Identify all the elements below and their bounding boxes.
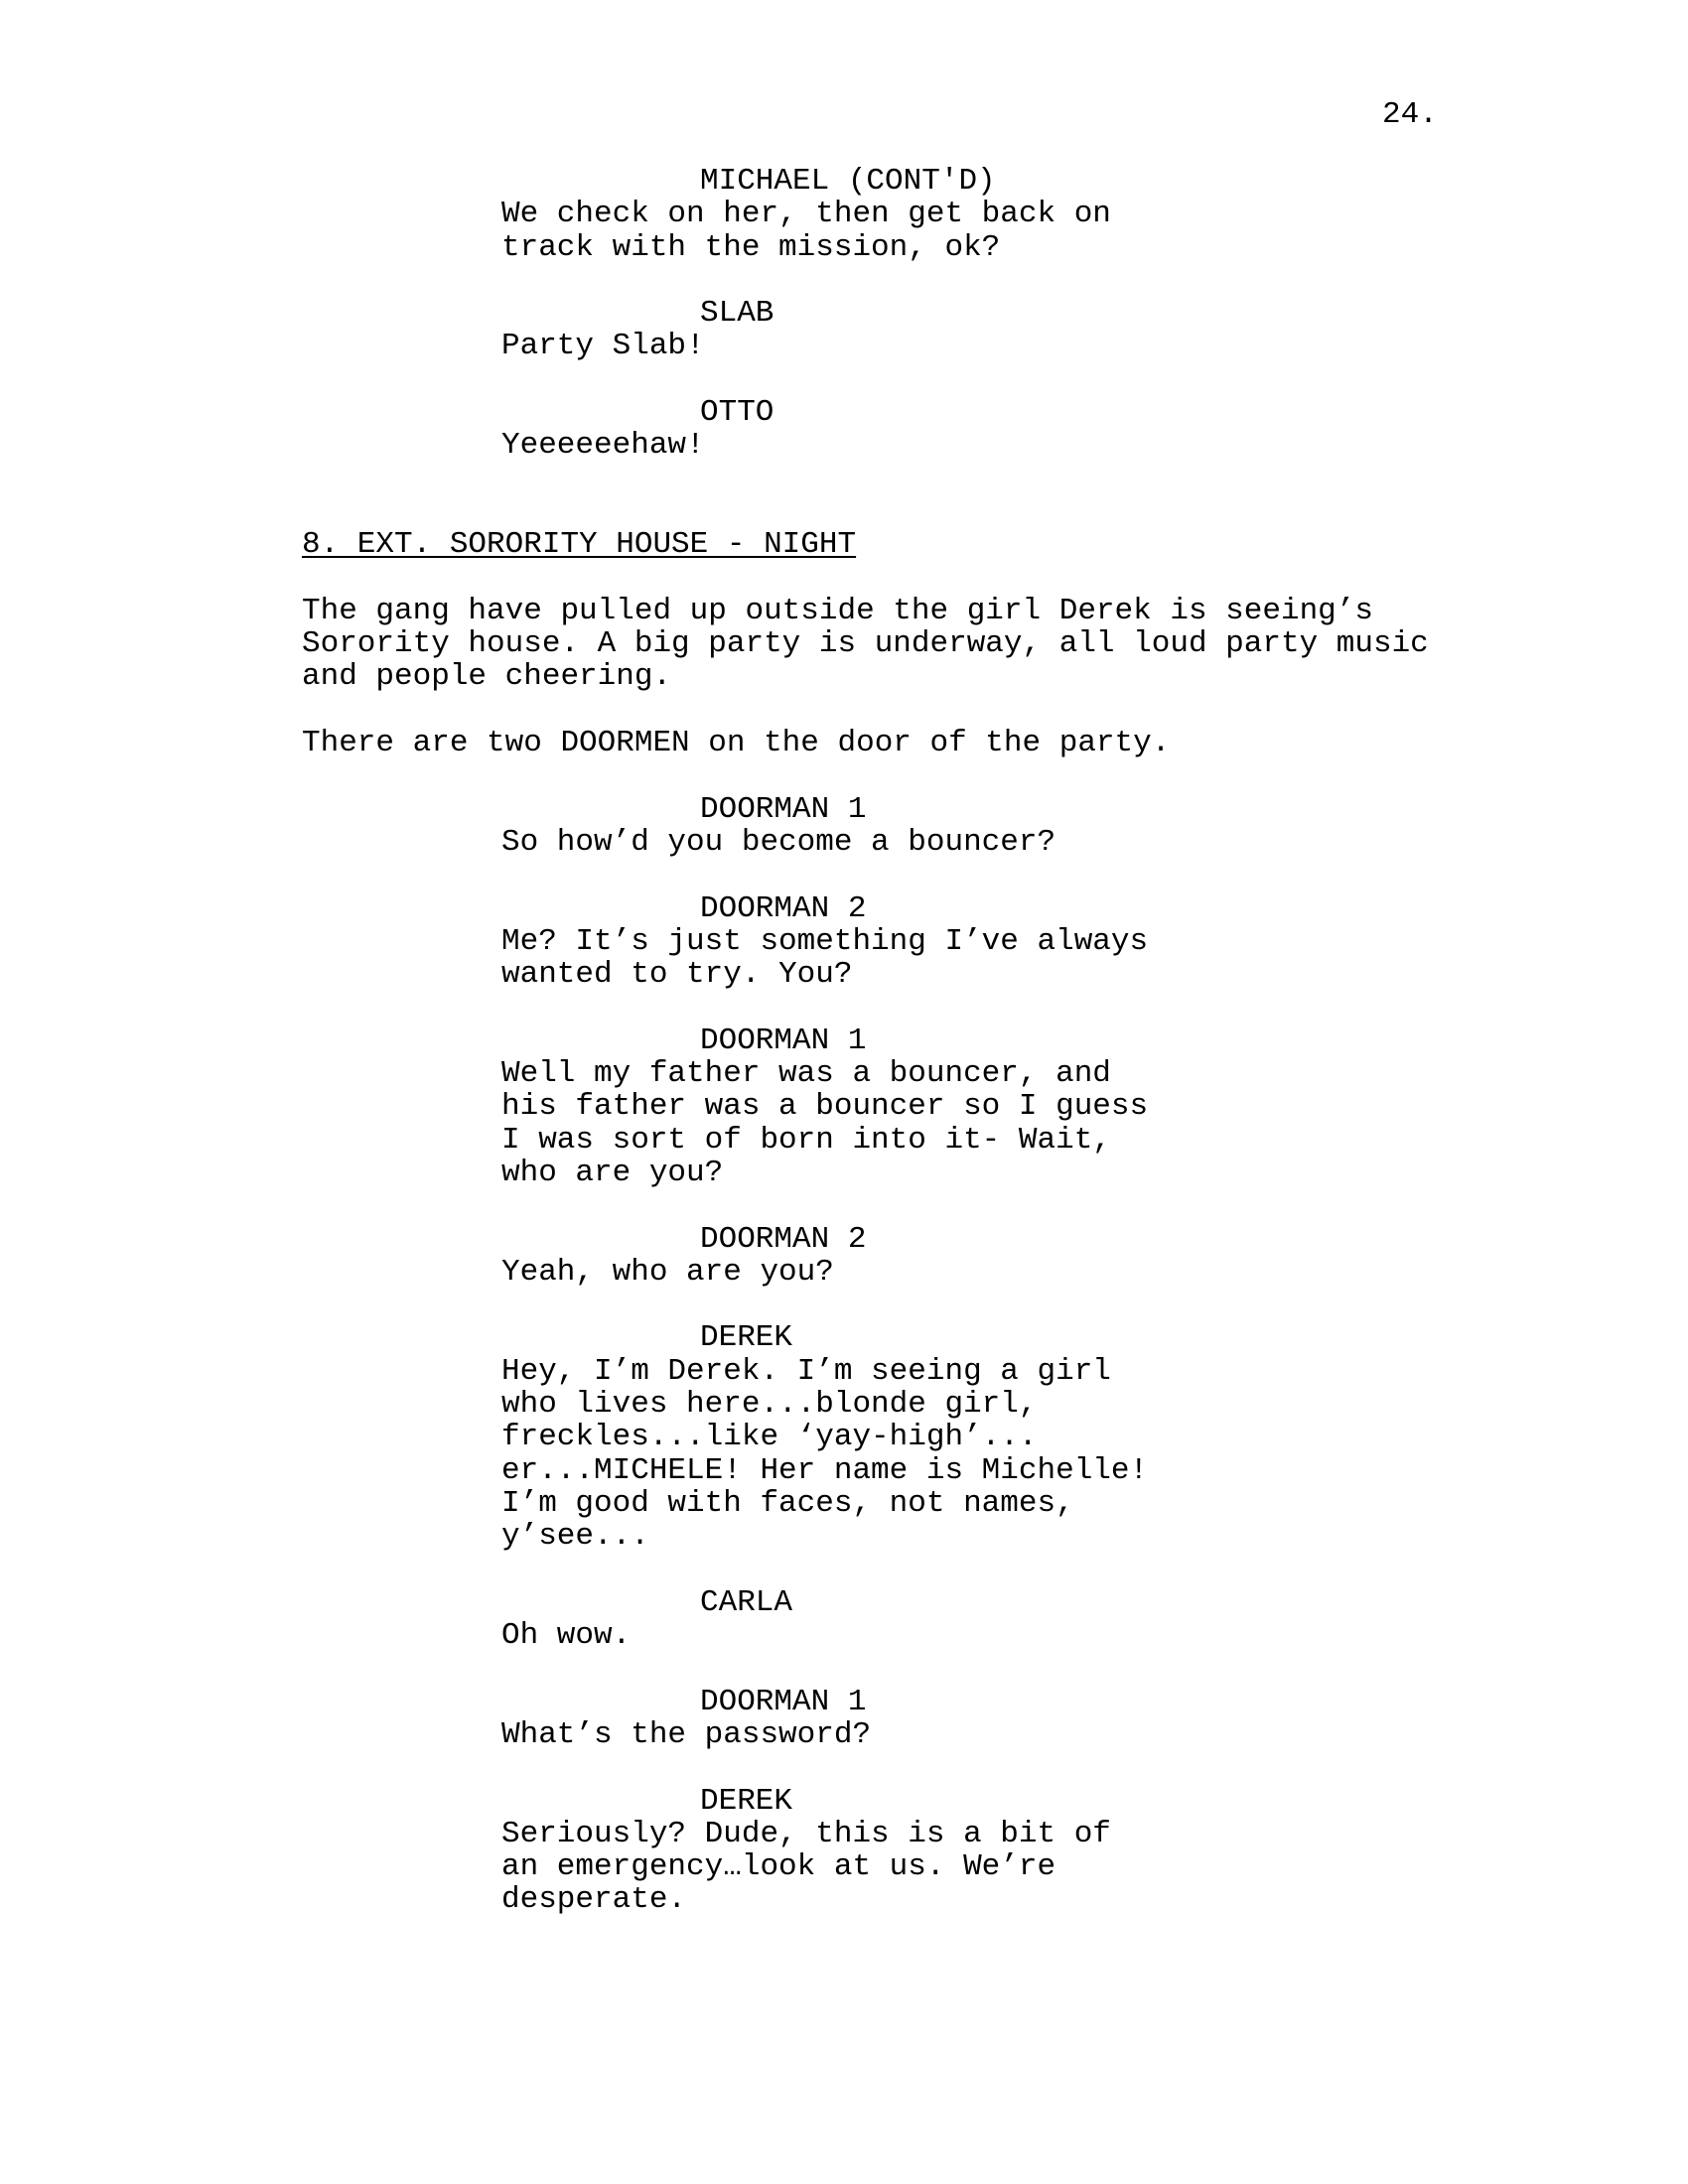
dialogue-line: an emergency…look at us. We’re bbox=[501, 1849, 1056, 1885]
dialogue-line: Seriously? Dude, this is a bit of bbox=[501, 1816, 1111, 1851]
character-name: DOORMAN 1 bbox=[700, 1684, 867, 1719]
dialogue-line: What’s the password? bbox=[501, 1716, 872, 1752]
action-line: There are two DOORMEN on the door of the party. bbox=[302, 726, 1171, 761]
spacer bbox=[0, 1652, 1688, 1685]
spacer bbox=[0, 562, 1688, 595]
dialogue-line: freckles...like ‘yay-high’... bbox=[501, 1420, 1038, 1455]
dialogue-line: I was sort of born into it- Wait, bbox=[501, 1122, 1111, 1158]
dialogue-line: wanted to try. You? bbox=[501, 957, 853, 993]
spacer bbox=[0, 363, 1688, 396]
dialogue-line: Party Slab! bbox=[501, 329, 705, 364]
action-line: The gang have pulled up outside the girl Derek is seeing’s bbox=[302, 593, 1373, 628]
character-name: DEREK bbox=[700, 1320, 793, 1356]
character-name: DOORMAN 2 bbox=[700, 890, 867, 926]
dialogue-line: Yeah, who are you? bbox=[501, 1254, 834, 1290]
character-name: CARLA bbox=[700, 1584, 793, 1620]
dialogue-line: his father was a bouncer so I guess bbox=[501, 1089, 1149, 1125]
dialogue-line: Oh wow. bbox=[501, 1618, 632, 1654]
dialogue-line: We check on her, then get back on bbox=[501, 197, 1111, 232]
spacer bbox=[0, 1751, 1688, 1784]
spacer bbox=[0, 1553, 1688, 1585]
dialogue-line: I’m good with faces, not names, bbox=[501, 1485, 1074, 1521]
dialogue-line: y’see... bbox=[501, 1519, 649, 1555]
script-body bbox=[0, 165, 1688, 1917]
character-name: DOORMAN 2 bbox=[700, 1221, 867, 1257]
dialogue-line: Hey, I’m Derek. I’m seeing a girl bbox=[501, 1353, 1111, 1389]
action-line: and people cheering. bbox=[302, 659, 672, 695]
scene-heading-text: 8. EXT. SORORITY HOUSE - NIGHT bbox=[302, 527, 857, 563]
dialogue-line: who are you? bbox=[501, 1155, 724, 1190]
spacer bbox=[0, 859, 1688, 891]
character-name: DOORMAN 1 bbox=[700, 791, 867, 827]
spacer bbox=[0, 759, 1688, 792]
spacer bbox=[0, 1289, 1688, 1321]
dialogue-line: who lives here...blonde girl, bbox=[501, 1386, 1038, 1422]
character-name: MICHAEL (CONT'D) bbox=[700, 164, 996, 199]
dialogue-line: track with the mission, ok? bbox=[501, 229, 1001, 265]
dialogue-line: Me? It’s just something I’ve always bbox=[501, 923, 1149, 959]
spacer bbox=[0, 463, 1688, 495]
dialogue-line: Well my father was a bouncer, and bbox=[501, 1056, 1111, 1092]
character-name: DEREK bbox=[700, 1783, 793, 1819]
dialogue-line: desperate. bbox=[501, 1882, 687, 1918]
spacer bbox=[0, 694, 1688, 727]
spacer bbox=[0, 264, 1688, 297]
character-name: OTTO bbox=[700, 395, 774, 431]
dialogue-line: So how’d you become a bouncer? bbox=[501, 824, 1056, 860]
spacer bbox=[0, 1189, 1688, 1222]
character-name: SLAB bbox=[700, 296, 774, 332]
spacer bbox=[0, 495, 1688, 528]
character-name: DOORMAN 1 bbox=[700, 1023, 867, 1058]
page-number: 24. bbox=[1382, 97, 1438, 132]
dialogue-line: Yeeeeeehaw! bbox=[501, 428, 705, 464]
scene-heading bbox=[0, 528, 1688, 561]
dialogue-line: er...MICHELE! Her name is Michelle! bbox=[501, 1452, 1149, 1488]
spacer bbox=[0, 991, 1688, 1024]
action-line: Sorority house. A big party is underway, all loud party music bbox=[302, 626, 1429, 662]
